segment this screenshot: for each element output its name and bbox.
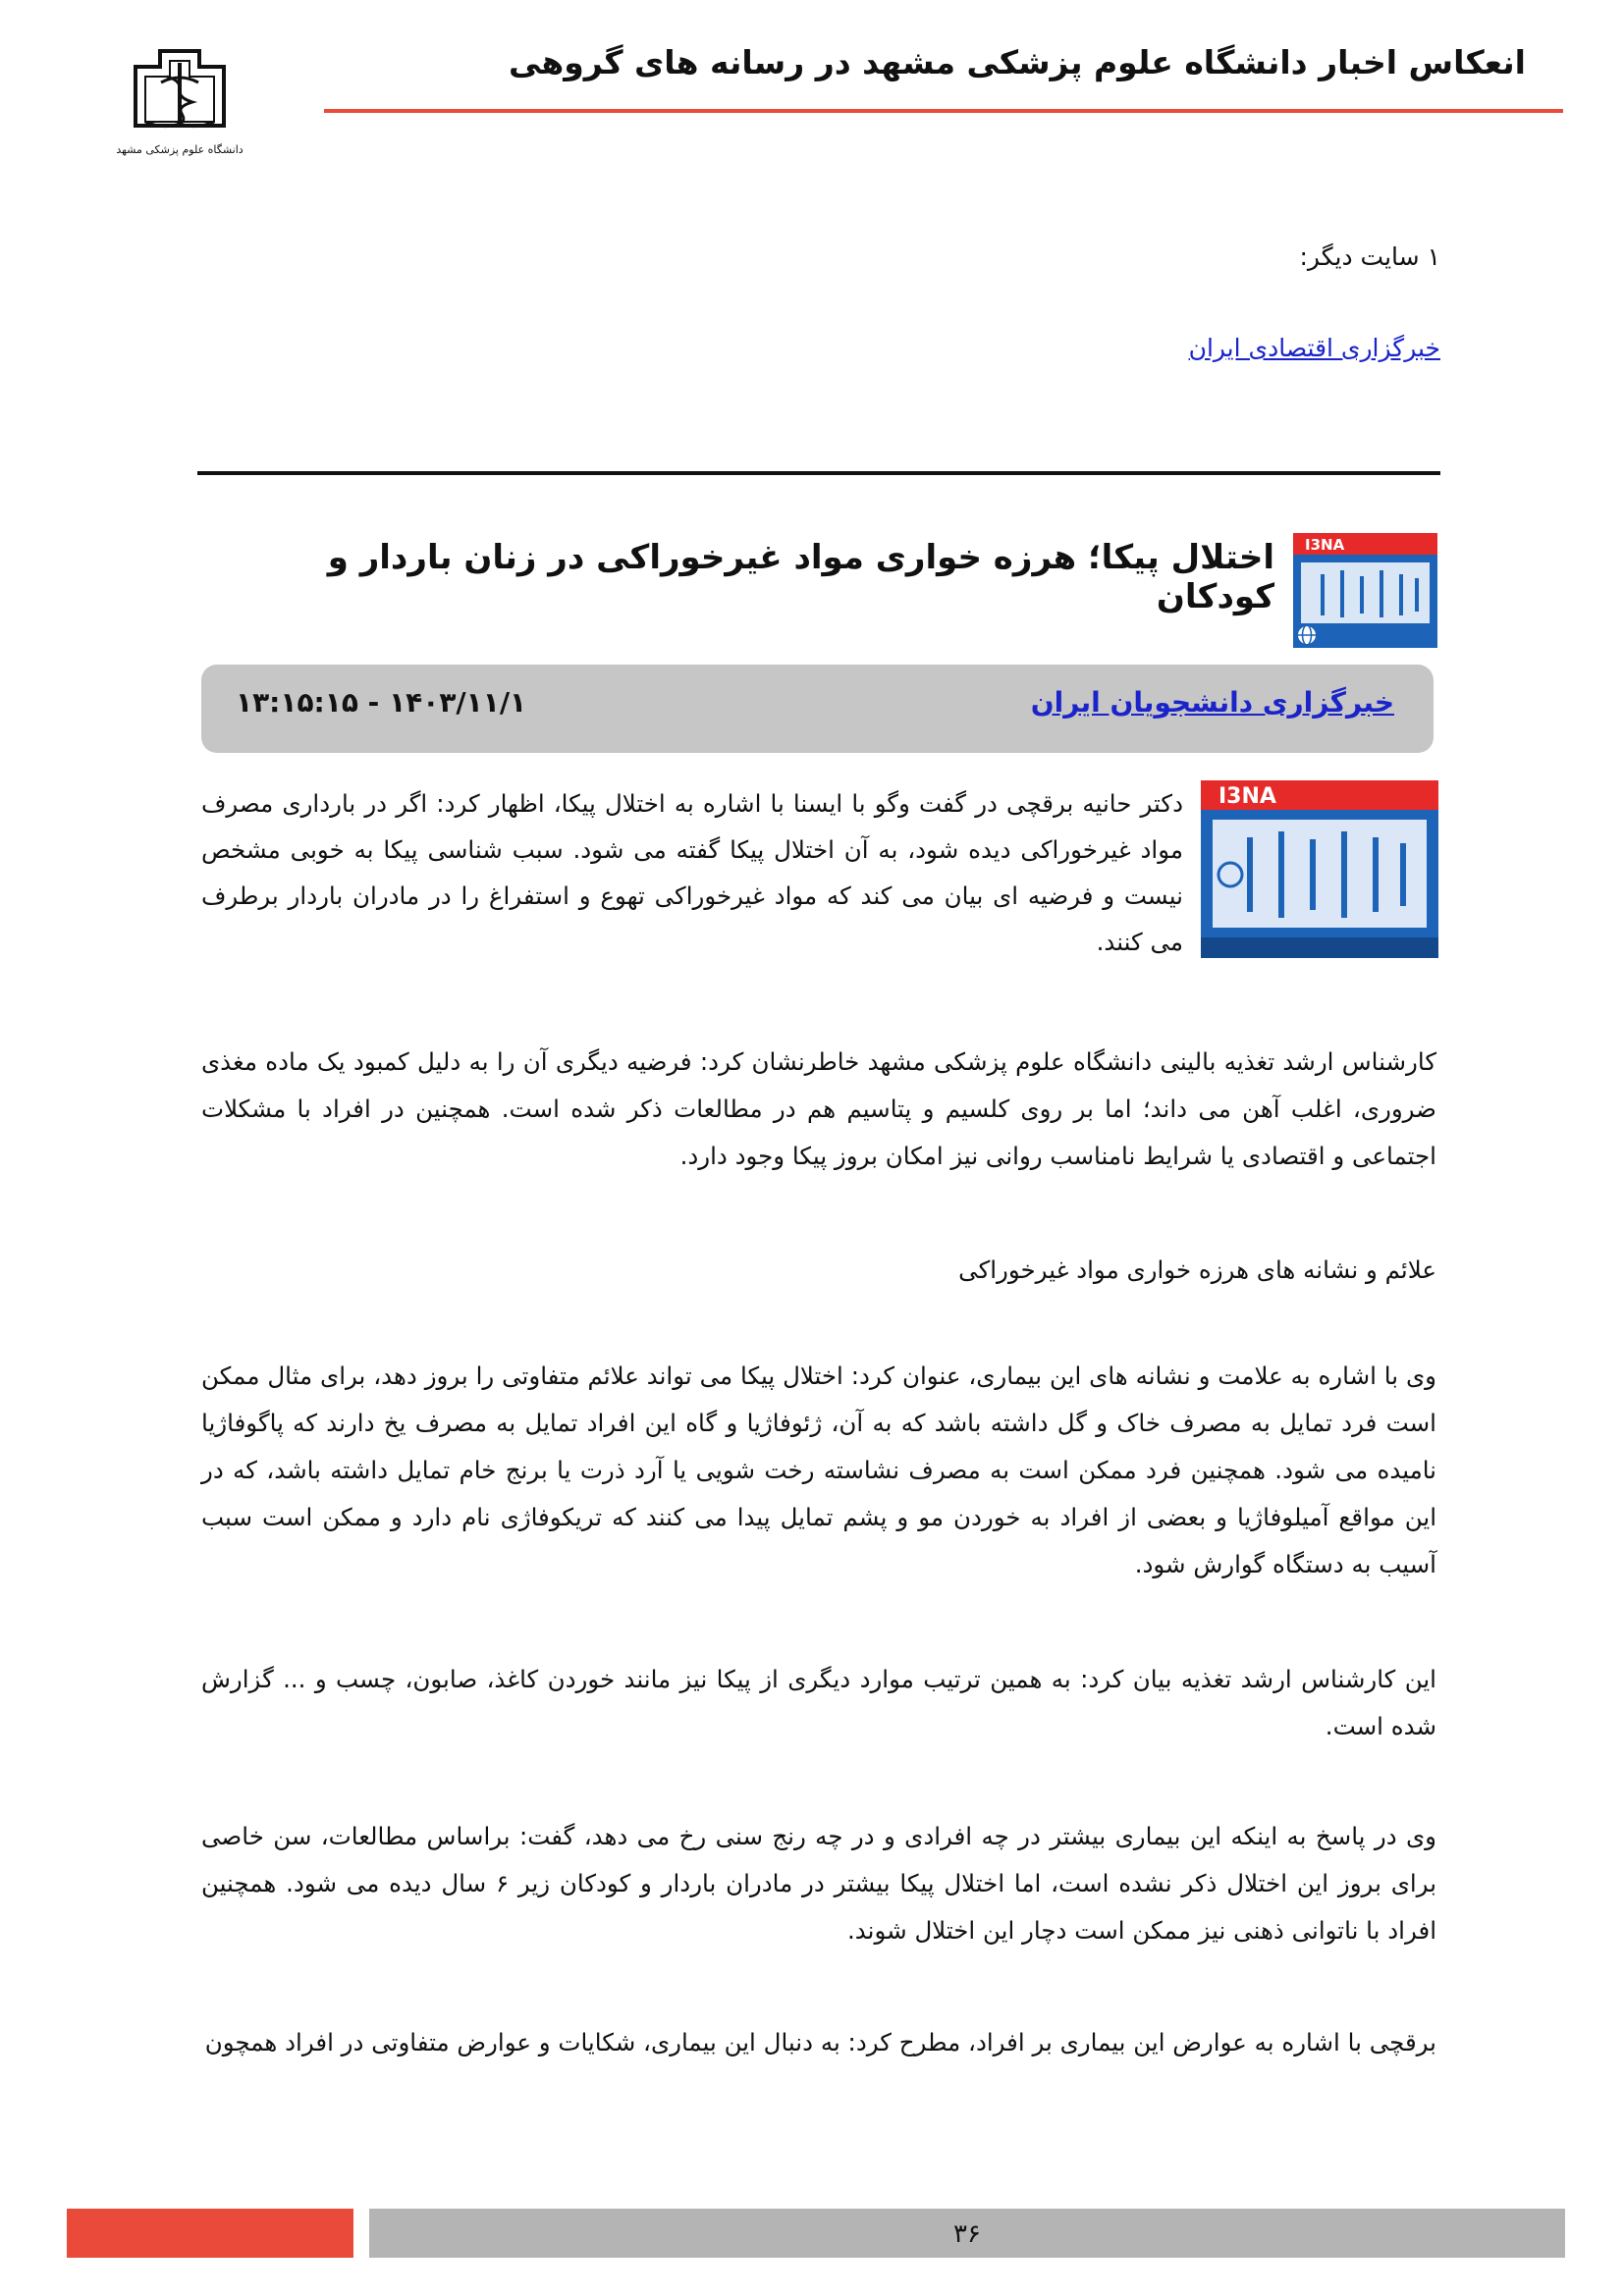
svg-text:دانشگاه علوم پزشکی مشهد: دانشگاه علوم پزشکی مشهد [116,143,244,156]
body-paragraph: وی در پاسخ به اینکه این بیماری بیشتر در چه افرادی و در چه رنج سنی رخ می دهد، گفت: براساس مطالعات، سن خاصی برای بروز این اختلال ذکر نشده است، اما اختلال پیکا بیشتر در مادران باردار و کودکان زیر ۶ سال دیده می شود. همچنین افراد با ناتوانی ذهنی نیز ممکن است دچار این اختلال شوند. [201,1822,1437,1945]
lead-paragraph: دکتر حانیه برقچی در گفت وگو با ایسنا با اشاره به اختلال پیکا، اظهار کرد: اگر در بارداری مصرف مواد غیرخوراکی دیده شود، به آن اختلال پیکا گفته می شود. سبب شناسی پیکا به خوبی مشخص نیست و فرضیه ای بیان می کند که مواد غیرخوراکی تهوع و استفراغ را در مادران باردار برطرف می کنند. [201,789,1183,956]
body-paragraph: وی با اشاره به علامت و نشانه های این بیماری، عنوان کرد: اختلال پیکا می تواند علائم متفاوتی را بروز دهد، برای مثال ممکن است فرد تمایل به مصرف خاک و گل داشته باشد که به آن، ژئوفاژیا و گاه این افراد تمایل به مصرف یخ دارند که پاگوفاژیا نامیده می شود. همچنین فرد ممکن است به مصرف نشاسته رخت شویی یا آرد ذرت یا برنج خام تمایل داشته باشد، که در این مواقع آمیلوفاژیا و بعضی از افراد به خوردن مو و پشم تمایل پیدا می کنند که تریکوفاژی نام دارد و ممکن است سبب آسیب به دستگاه گوارش شود. [201,1362,1436,1578]
body-paragraph: کارشناس ارشد تغذیه بالینی دانشگاه علوم پزشکی مشهد خاطرنشان کرد: فرضیه دیگری آن را به دلیل کمبود یک ماده مغذی ضروری، اغلب آهن می داند؛ اما بر روی کلسیم و پتاسیم هم در مطالعات ذکر شده است. همچنین در افراد با مشکلات اجتماعی و اقتصادی یا شرایط نامناسب روانی نیز امکان بروز پیکا وجود دارد. [201,1047,1436,1170]
section-subheading: علائم و نشانه های هرزه خواری مواد غیرخوراکی [958,1255,1436,1284]
header-title: انعکاس اخبار دانشگاه علوم پزشکی مشهد در رسانه های گروهی [509,43,1526,81]
section-divider [197,471,1440,475]
body-paragraph: این کارشناس ارشد تغذیه بیان کرد: به همین ترتیب موارد دیگری از پیکا نیز مانند خوردن کاغذ، صابون، چسب و ... گزارش شده است. [201,1665,1436,1740]
footer-accent-bar [67,2209,353,2258]
news-agency-thumbnail [1201,780,1438,958]
source-link[interactable]: خبرگزاری دانشجویان ایران [1030,686,1394,719]
article-title: اختلال پیکا؛ هرزه خواری مواد غیرخوراکی در زنان باردار و کودکان [327,538,1274,616]
body-paragraph: برقچی با اشاره به عوارض این بیماری بر افراد، مطرح کرد: به دنبال این بیماری، شکایات و عوارض متفاوتی در افراد همچون [204,2028,1436,2056]
source-bar [201,665,1434,753]
university-logo [116,39,244,167]
svg-text:I3NA: I3NA [1218,784,1276,809]
page-number: ۳۶ [953,2219,981,2249]
other-sites-label: ۱ سایت دیگر: [1299,242,1440,271]
news-agency-thumbnail-small [1293,533,1437,648]
header-divider [324,109,1563,113]
publish-date: ۱۴۰۳/۱۱/۱ - ۱۳:۱۵:۱۵ [236,686,527,719]
svg-text:I3NA: I3NA [1305,536,1345,554]
other-site-link[interactable]: خبرگزاری اقتصادی ایران [1188,334,1440,362]
